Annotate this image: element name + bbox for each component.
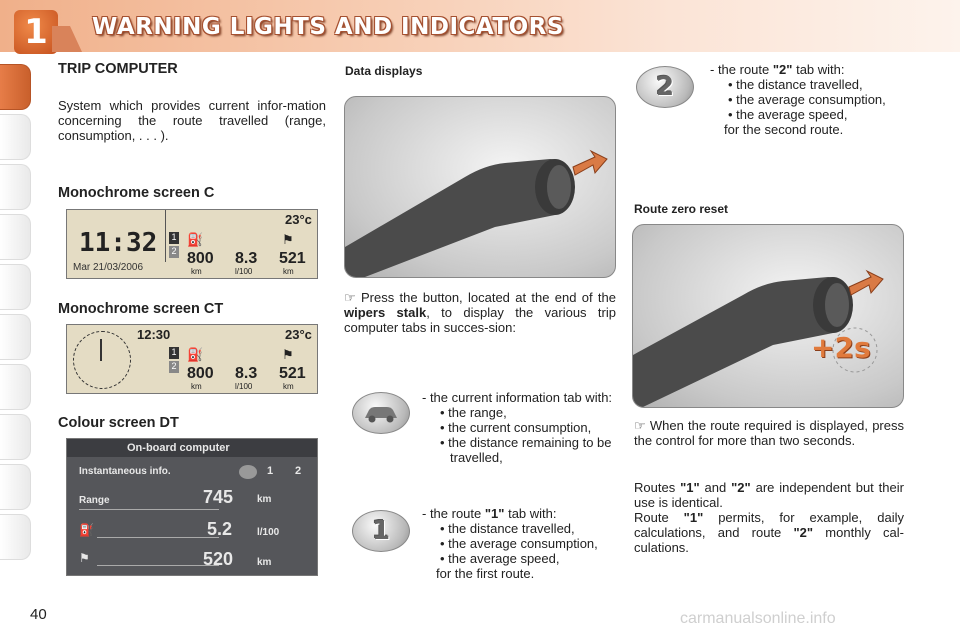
route1-text-c: tab with: — [508, 506, 557, 521]
section-title-trip-computer: TRIP COMPUTER — [58, 61, 178, 77]
item-distance-remaining: the distance remaining to be travelled, — [448, 435, 612, 465]
list-item: • the range, — [440, 405, 507, 420]
screen-c-display — [66, 209, 318, 279]
flag-icon: ⚑ — [79, 551, 90, 565]
route-d: "2" — [793, 525, 814, 540]
dt-tab-2: 2 — [295, 465, 302, 477]
value-consumption: 8.3 — [235, 365, 258, 382]
route-b: "1" — [683, 510, 704, 525]
flag-icon: ⚑ — [282, 232, 294, 247]
car-fuel-icon: ⛽ — [187, 347, 204, 362]
list-item: • the distance travelled, — [728, 77, 863, 92]
routes-a: Routes — [634, 480, 676, 495]
car-icon — [239, 465, 257, 479]
temperature: 23°c — [285, 212, 312, 227]
item-distance-travelled: the distance travelled, — [736, 77, 863, 92]
plus-2-seconds-badge: +2s — [811, 331, 871, 364]
side-tab[interactable] — [0, 164, 31, 210]
side-tab[interactable] — [0, 414, 31, 460]
route-1-icon — [352, 510, 410, 552]
dt-row-line — [79, 509, 219, 510]
lcd-divider — [165, 210, 166, 262]
item-current-consumption: the current consumption, — [448, 420, 592, 435]
value-distance: 521 — [279, 365, 306, 382]
list-item: • the current consumption, — [440, 420, 592, 435]
unit-km: km — [283, 382, 294, 391]
item-range: the range, — [448, 405, 507, 420]
routes-d: "2" — [731, 480, 751, 495]
bullet-icon: ☞ — [634, 418, 650, 433]
unit-km: km — [283, 267, 294, 276]
route-e: monthly cal-culations. — [634, 525, 904, 555]
list-item: • the distance remaining to be travelled, — [440, 435, 612, 465]
route1-text-a: - the route — [422, 506, 482, 521]
list-item: • the average speed, — [440, 551, 560, 566]
flag-icon: ⚑ — [282, 347, 294, 362]
page-header — [0, 0, 960, 52]
list-item: • the average speed, — [728, 107, 848, 122]
list-item: • the average consumption, — [728, 92, 886, 107]
wipers-stalk-label: wipers stalk — [344, 305, 427, 320]
data-displays-title: Data displays — [345, 64, 423, 78]
dt-row-line — [97, 565, 219, 566]
routes-b: "1" — [680, 480, 700, 495]
route-2-digit: 2 — [655, 72, 675, 102]
side-tab-active[interactable] — [0, 64, 31, 110]
press-text-c: , to display the various trip computer tabs in succes-sion: — [344, 305, 616, 335]
dt-row-line — [97, 537, 219, 538]
value-range: 800 — [187, 250, 214, 267]
value-distance: 521 — [279, 250, 306, 267]
side-tab[interactable] — [0, 214, 31, 260]
unit-l100: l/100 — [235, 267, 253, 276]
bullet-icon: ☞ — [344, 290, 361, 305]
list-item: • the average consumption, — [440, 536, 598, 551]
dt-consumption-unit: l/100 — [257, 527, 280, 538]
clock-time: 11:32 — [79, 228, 158, 258]
screen-dt-display — [66, 438, 318, 576]
chapter-number: 1 — [14, 10, 58, 54]
value-range: 800 — [187, 365, 214, 382]
tab-1-badge: 1 — [169, 232, 179, 244]
unit-l100: l/100 — [235, 382, 253, 391]
dt-range-unit: km — [257, 494, 272, 505]
press-button-instruction — [344, 290, 616, 335]
dt-consumption-value: 5.2 — [207, 519, 233, 539]
route-1-digit: 1 — [371, 516, 391, 546]
side-tab[interactable] — [0, 264, 31, 310]
side-tab[interactable] — [0, 464, 31, 510]
value-consumption: 8.3 — [235, 250, 258, 267]
tab-2-badge: 2 — [169, 246, 179, 258]
route2-text-c: tab with: — [796, 62, 845, 77]
wiper-stalk-photo — [344, 96, 616, 278]
dt-distance-value: 520 — [203, 549, 234, 569]
reset-stalk-photo — [632, 224, 904, 408]
route1-end: for the first route. — [436, 566, 535, 581]
intro-text: System which provides current infor-mation concerning the route travelled (range, consumption, . . . ). — [58, 98, 326, 143]
side-tab[interactable] — [0, 514, 31, 560]
reset-instruction — [634, 418, 904, 448]
route2-end: for the second route. — [724, 122, 844, 137]
current-info-tab-text — [422, 390, 618, 465]
reset-text: When the route required is displayed, press the control for more than two seconds. — [634, 418, 904, 448]
screen-dt-title: Colour screen DT — [58, 415, 179, 431]
unit-km: km — [191, 382, 202, 391]
dt-range-label: Range — [79, 495, 110, 506]
side-tab[interactable] — [0, 114, 31, 160]
analog-clock-icon — [73, 331, 131, 389]
wiper-stalk-illustration — [345, 97, 615, 277]
route-a: Route — [634, 510, 669, 525]
route-c: permits, for example, daily calculations, and route — [634, 510, 904, 540]
car-tab-icon — [352, 392, 410, 434]
item-average-speed: the average speed, — [736, 107, 848, 122]
screen-c-title: Monochrome screen C — [58, 185, 215, 201]
route2-label: "2" — [772, 62, 793, 77]
screen-ct-title: Monochrome screen CT — [58, 301, 224, 317]
dt-range-value: 745 — [203, 487, 234, 507]
route-2-tab-text — [710, 62, 910, 137]
date-text: Mar 21/03/2006 — [73, 262, 144, 273]
dt-tab-1: 1 — [267, 465, 274, 477]
car-fuel-icon: ⛽ — [187, 232, 204, 247]
watermark: carmanualsonline.info — [680, 610, 836, 627]
chapter-tab — [52, 26, 82, 52]
route-zero-reset-title: Route zero reset — [634, 202, 729, 216]
reset-stalk-illustration — [633, 225, 903, 407]
routes-c: and — [704, 480, 727, 495]
item-distance-travelled: the distance travelled, — [448, 521, 575, 536]
side-tab[interactable] — [0, 364, 31, 410]
car-icon — [361, 402, 401, 424]
screen-ct-display — [66, 324, 318, 394]
dt-distance-unit: km — [257, 557, 272, 568]
press-text-a: Press the button, located at the end of the — [360, 290, 616, 305]
side-tab[interactable] — [0, 314, 31, 360]
clock-time: 12:30 — [137, 327, 171, 342]
route2-text-a: - the route — [710, 62, 770, 77]
unit-km: km — [191, 267, 202, 276]
page-number: 40 — [30, 606, 47, 623]
route1-label: "1" — [484, 506, 505, 521]
clock-hand — [100, 339, 102, 361]
dt-header: On-board computer — [67, 439, 317, 457]
item-average-consumption: the average consumption, — [736, 92, 886, 107]
tab-2-badge: 2 — [169, 361, 179, 373]
temperature: 23°c — [285, 327, 312, 342]
fuel-pump-icon: ⛽ — [79, 523, 94, 537]
routes-e: are independent but their use is identical. — [634, 480, 904, 510]
route-calculations-text — [634, 510, 904, 555]
item-average-consumption: the average consumption, — [448, 536, 598, 551]
routes-independent-text — [634, 480, 904, 510]
item-average-speed: the average speed, — [448, 551, 560, 566]
route-1-tab-text — [422, 506, 618, 581]
side-tabs — [0, 64, 32, 564]
page-title: WARNING LIGHTS AND INDICATORS — [92, 14, 564, 40]
tab-1-badge: 1 — [169, 347, 179, 359]
route-2-icon — [636, 66, 694, 108]
list-item: • the distance travelled, — [440, 521, 575, 536]
dt-info-label: Instantaneous info. — [79, 466, 171, 477]
current-intro: - the current information tab with: — [422, 390, 613, 405]
